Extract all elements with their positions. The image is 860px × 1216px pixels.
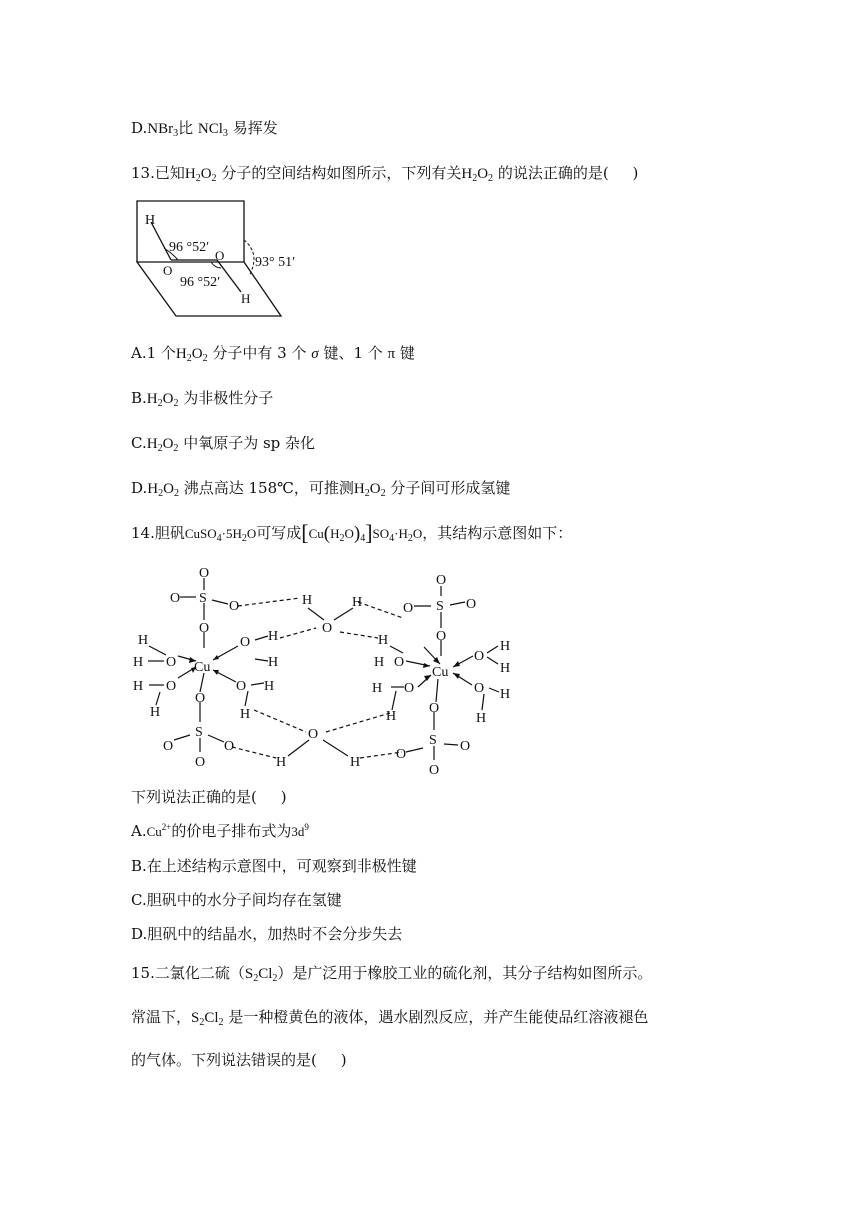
q14-option-b: B.在上述结构示意图中，可观察到非极性键 xyxy=(131,857,417,875)
atom-o: O xyxy=(308,727,319,742)
atom-o: O xyxy=(199,621,210,636)
atom-h: H xyxy=(133,655,144,670)
atom-h: H xyxy=(476,711,487,726)
atom-o: O xyxy=(436,629,447,644)
atom-h: H xyxy=(150,705,161,720)
q14-option-a: $A.Cu^{2+}$的价电子排布式为$3d^9$ xyxy=(131,822,309,840)
atom-o: O xyxy=(429,763,440,778)
atom-h: H xyxy=(268,655,279,670)
q15-line-2: 常温下，$S_2Cl_2$ 是一种橙黄色的液体，遇水剧烈反应，并产生能使品红溶液褪色 xyxy=(131,1008,649,1028)
atom-h: H xyxy=(264,679,275,694)
atom-h: H xyxy=(386,709,397,724)
atom-o: O xyxy=(195,691,206,706)
atom-o: O xyxy=(163,739,174,754)
atom-o: O xyxy=(240,635,251,650)
q13-stem: 13.已知$H_2O_2$ 分子的空间结构如图所示，下列有关$H_2O_2$ 的说法正确的是( ) xyxy=(131,164,639,184)
atom-o: O xyxy=(474,649,485,664)
q13-option-c: $C.H_2O_2$ 中氧原子为 sp 杂化 xyxy=(131,434,316,454)
atom-h: H xyxy=(352,595,363,610)
atom-cu: Cu xyxy=(194,660,211,675)
atom-o: O xyxy=(436,573,447,588)
dihedral-label: 93° 51′ xyxy=(255,255,296,270)
q13-option-a: A.1 个$H_2O_2$ 分子中有 3 个 σ 键、1 个 π 键 xyxy=(131,344,415,364)
atom-h: H xyxy=(133,679,144,694)
atom-h: H xyxy=(138,633,149,648)
atom-o: O xyxy=(394,655,405,670)
atom-h: H xyxy=(372,681,383,696)
angle-bottom-label: 96 °52′ xyxy=(180,275,221,290)
q14-option-d: D.胆矾中的结晶水，加热时不会分步失去 xyxy=(131,925,403,943)
q15-line-1: 15.二氯化二硫$(S_2Cl_2)$是广泛用于橡胶工业的硫化剂，其分子结构如图所示。 xyxy=(131,964,653,984)
atom-o: O xyxy=(199,566,210,581)
atom-h: H xyxy=(374,655,385,670)
atom-o: O xyxy=(404,681,415,696)
atom-h: H xyxy=(276,755,287,770)
atom-h: H xyxy=(500,661,511,676)
atom-h: H xyxy=(500,639,511,654)
atom-o: O xyxy=(429,701,440,716)
q13-option-d: $D.H_2O_2$ 沸点高达 158℃，可推测$H_2O_2$ 分子间可形成氢键 xyxy=(131,479,511,499)
atom-o: O xyxy=(396,747,407,762)
q15-line-3: 的气体。下列说法错误的是( ) xyxy=(131,1051,347,1069)
atom-o: O xyxy=(474,681,485,696)
atom-h: H xyxy=(500,687,511,702)
atom-s: S xyxy=(199,591,207,606)
atom-s: S xyxy=(429,733,437,748)
atom-h: H xyxy=(240,707,251,722)
atom-o: O xyxy=(166,679,177,694)
angle-top-label: 96 °52′ xyxy=(169,240,210,255)
h-top-label: H xyxy=(145,213,156,228)
atom-o: O xyxy=(224,739,235,754)
h2o2-structure-figure xyxy=(131,196,321,325)
cuso4-structure-figure xyxy=(128,560,528,784)
atom-o: O xyxy=(460,739,471,754)
atom-h: H xyxy=(378,633,389,648)
atom-h: H xyxy=(350,755,361,770)
q13-option-b: $B.H_2O_2$ 为非极性分子 xyxy=(131,389,274,409)
atom-h: H xyxy=(302,593,313,608)
atom-s: S xyxy=(195,725,203,740)
q14-option-c: C.胆矾中的水分子间均存在氢键 xyxy=(131,891,342,909)
q14-prompt: 下列说法正确的是( ) xyxy=(131,788,287,806)
q14-stem: 14.胆矾$CuSO_4\cdot 5H_2O$可写成$[Cu(H_2O)_4]SO_4\cdot H_2O$，其结构示意图如下： xyxy=(131,520,573,545)
atom-cu: Cu xyxy=(432,665,449,680)
atom-o: O xyxy=(236,679,247,694)
atom-h: H xyxy=(268,629,279,644)
q12-option-d: D.NBr$_3$比 NCl$_3$ 易挥发 xyxy=(131,119,278,139)
o-right-label: O xyxy=(215,248,225,263)
atom-o: O xyxy=(466,597,477,612)
atom-o: O xyxy=(166,655,177,670)
atom-o: O xyxy=(229,599,240,614)
atom-o: O xyxy=(322,621,333,636)
h-bottom-label: H xyxy=(241,291,251,306)
atom-s: S xyxy=(436,599,444,614)
atom-o: O xyxy=(170,591,181,606)
atom-o: O xyxy=(195,755,206,770)
o-left-label: O xyxy=(163,263,173,278)
atom-o: O xyxy=(403,601,414,616)
